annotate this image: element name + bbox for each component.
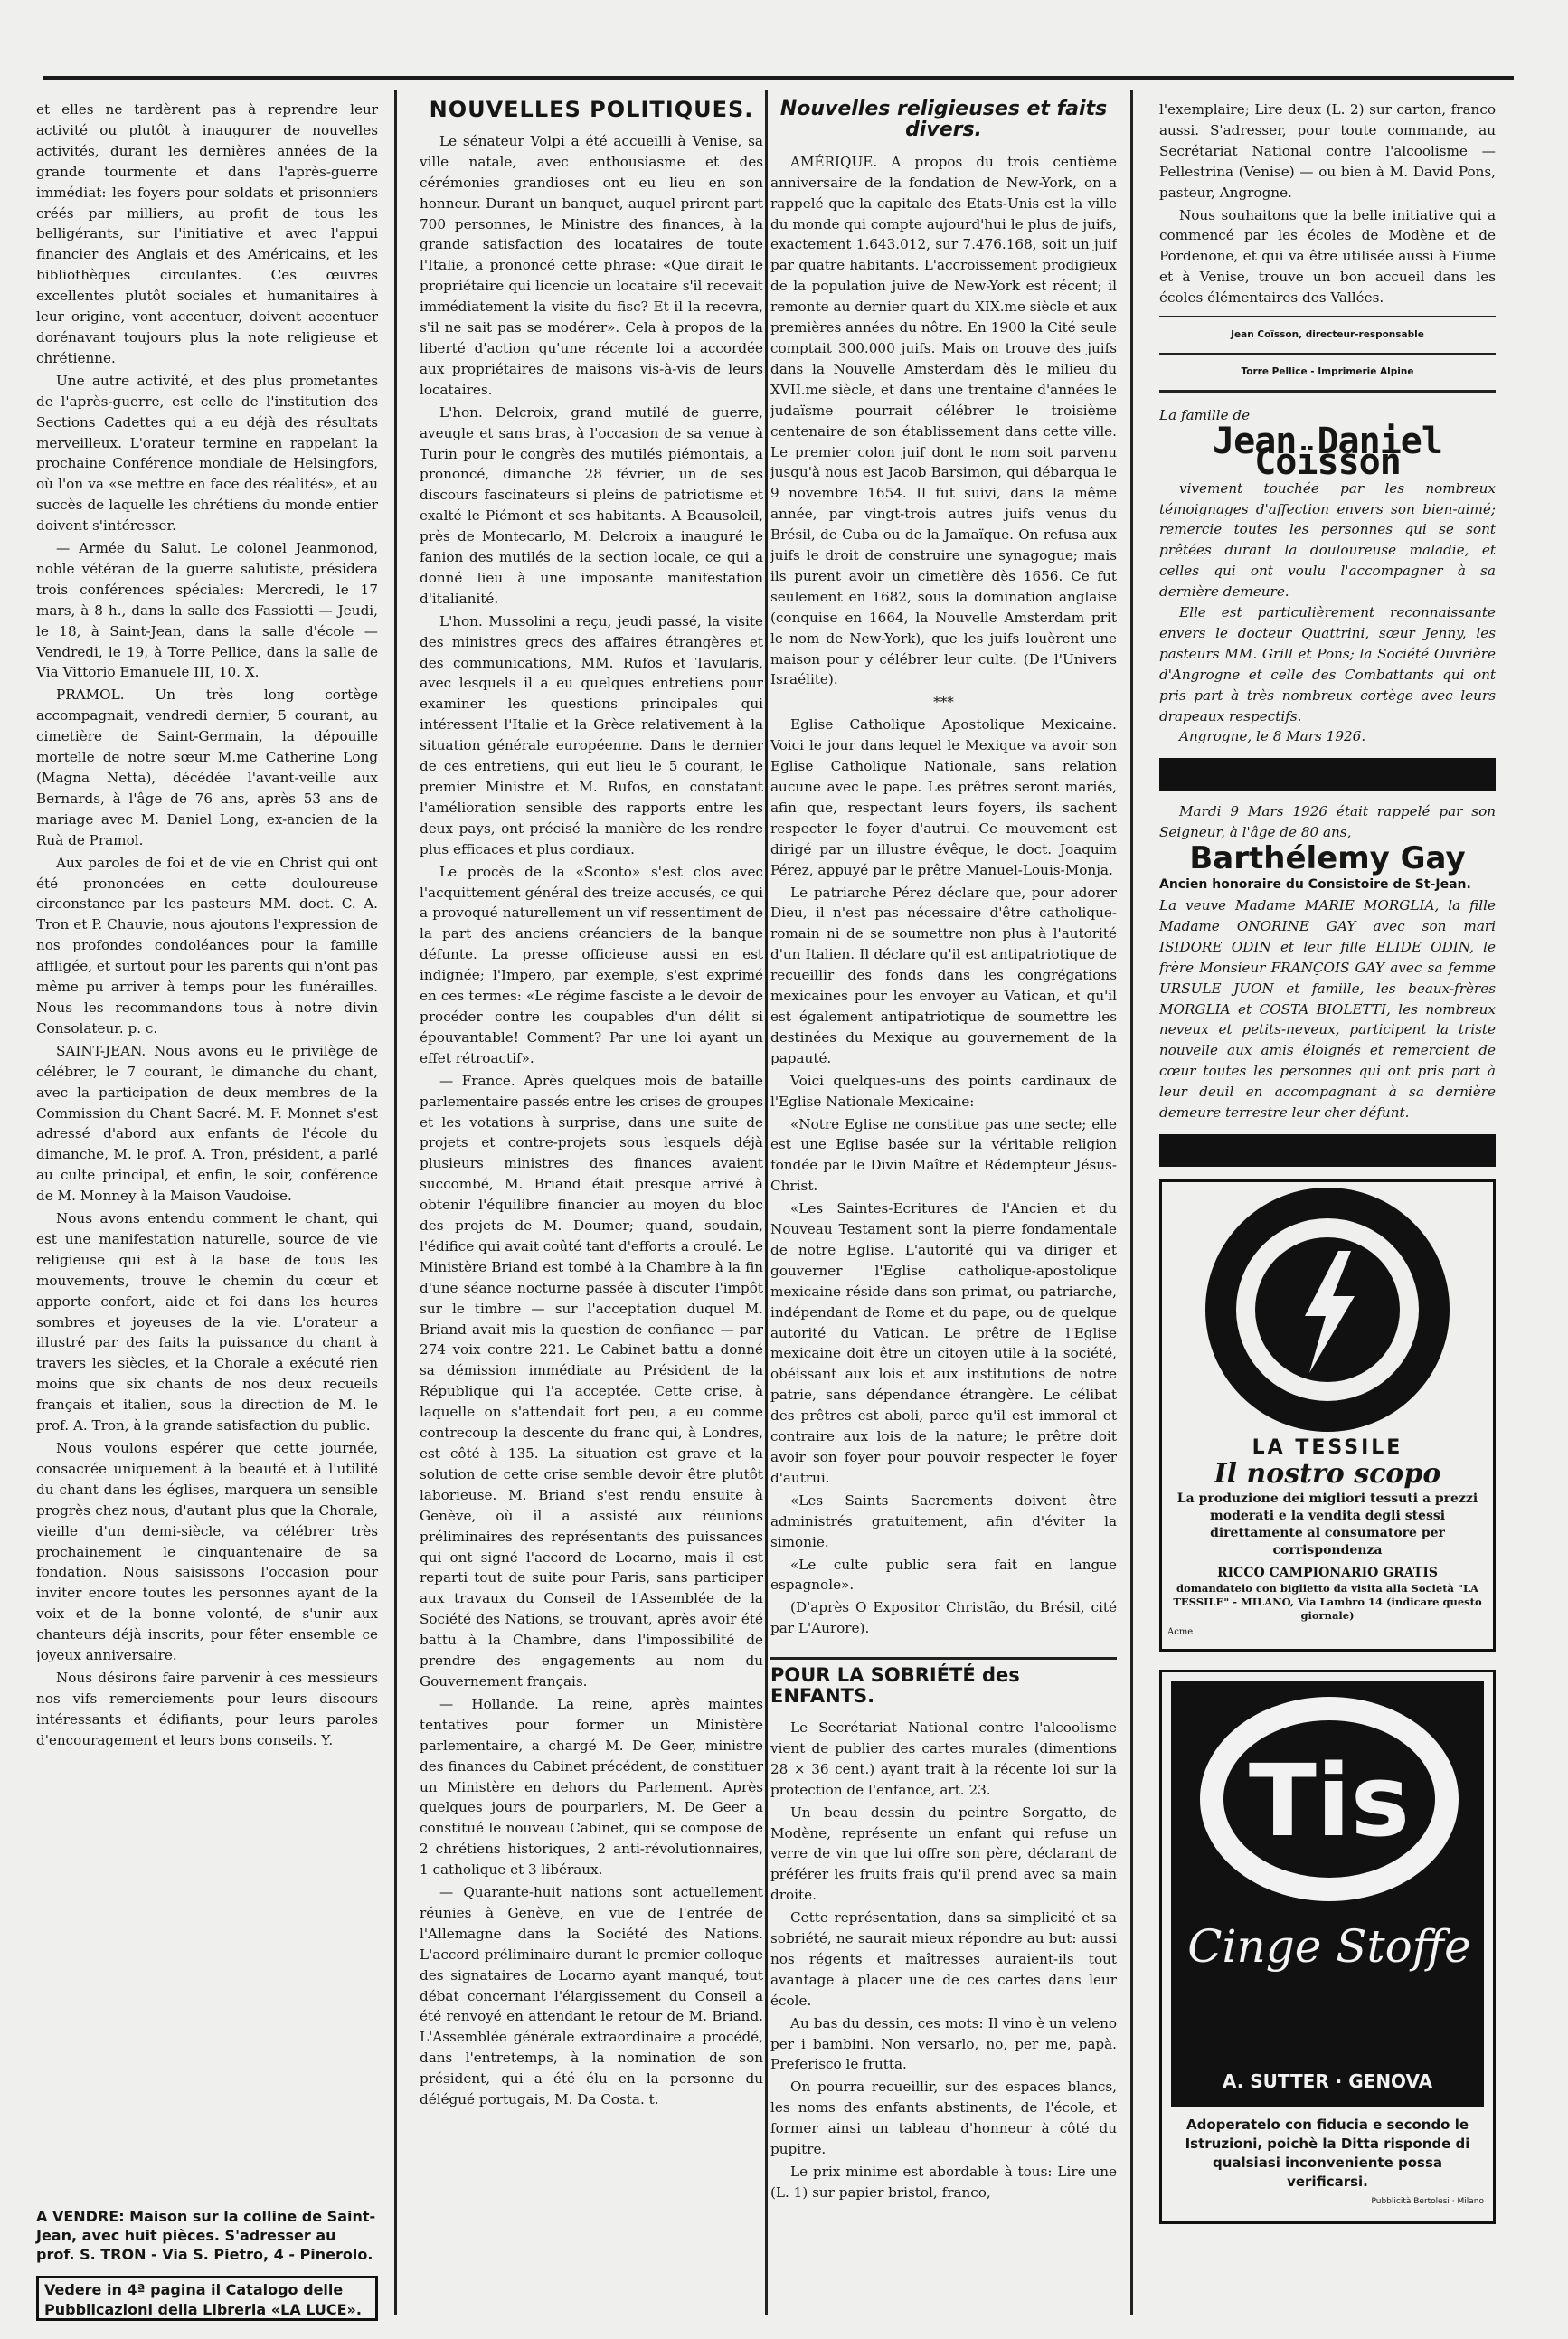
black-bar	[1159, 1134, 1496, 1167]
article-paragraph: «Les Saintes-Ecritures de l'Ancien et du Nouveau Testament sont la pierre fondamentale de notre Eglise. L'autorité qui va diriger et gouverner l'Eglise catholique-apostolique mexicaine réside dans son primat, ou patriarche, indépendant de Rome et du pape, ou de quelque autorité du Vatican. Le prêtre de l'Eglise mexicaine doit être un citoyen utile à la société, obéissant aux lois et aux institutions de notre patrie, sans dépendance étrangère. Le célibat des prêtres est aboli, parce qu'il est immoral et contraire aux lois de la nature; le prêtre doit avoir son foyer pour pouvoir respecter le foyer d'autrui.	[770, 1200, 1117, 1486]
separator-stars: ***	[933, 694, 954, 711]
article-paragraph: — Hollande. La reine, après maintes tentatives pour former un Ministère parlementaire, a chargé M. De Geer, ministre des finances du Cabinet précédent, de constituer un Ministère en dehors du Parlement. Après quelques jours de pourparlers, M. De Geer a constitué le nouveau Cabinet, qui se compose de 2 chrétiens historiques, 2 anti-révolutionnaires, 1 catholique et 3 libéraux.	[420, 1695, 763, 1879]
article-paragraph: (D'après O Expositor Christão, du Brésil, cité par L'Aurore).	[770, 1599, 1117, 1637]
article-paragraph: AMÉRIQUE. A propos du trois centième anniversaire de la fondation de New-York, on a rappelé que la capitale des Etats-Unis est la ville du monde qui compte aujourd'hui le plus de juifs, exactement 1.643.012, sur 7.476.168, soit un juif par quatre habitants. L'accroissement prodigieux de la population juive de New-York est récent; il remonte au dernier quart du XIX.me siècle et aux premières années du nôtre. En 1900 la Cité seule comptait 300.000 juifs. Mais on trouve des juifs dans la Nouvelle Amsterdam dès le milieu du XVII.me siècle, et dans une trentaine d'années le judaïsme pourrait célébrer le troisième centenaire de son établissement dans cette ville. Le premier colon juif dont le nom soit parvenu jusqu'à nous est Jacob Barsimon, qui débarqua le 9 novembre 1654. Il fut suivi, dans la même année, par vingt-trois autres juifs venus du Brésil, de Cuba ou de la Jamaïque. On refusa aux juifs le droit de construire une synagogue; mais ils purent avoir un cimetière dès 1656. Ce fut seulement en 1682, sous la domination anglaise (conquise en 1664, la Nouvelle Amsterdam prit le nom de New-York), que les juifs louèrent une maison pour y célébrer leur culte. (De l'Univers Israélite).	[770, 153, 1117, 688]
obituary-intro: Mardi 9 Mars 1926 était rappelé par son Seigneur, à l'âge de 80 ans,	[1159, 803, 1496, 841]
tis-logo-icon	[1180, 1690, 1478, 2034]
obituary-subtitle: Ancien honoraire du Consistoire de St-Jean.	[1159, 877, 1471, 893]
divider	[1159, 390, 1496, 393]
lightning-logo-icon	[1174, 1188, 1481, 1432]
article-paragraph: Aux paroles de foi et de vie en Christ qui ont été prononcées en cette douloureuse circonstance par les pasteurs MM. doct. C. A. Tron et P. Chauvie, nous ajoutons l'expression de nos profondes condoléances pour la famille affligée, et surtout pour les parents qui n'ont pas même pu arriver à temps pour les funérailles. Nous les recommandons tous à notre divin Consolateur. p. c.	[36, 854, 378, 1037]
obituary-name: Jean Daniel Coïsson	[1213, 420, 1442, 483]
article-paragraph: Le sénateur Volpi a été accueilli à Venise, sa ville natale, avec enthousiasme et des cérémonies grandioses ont eu lieu en son honneur. Durant un banquet, auquel prirent part 700 personnes, le Ministre des finances, à la grande satisfaction des locataires de toute l'Italie, a prononcé cette phrase: «Que dirait le propriétaire qui licencie un locataire s'il recevait immédiatement la visite du fisc? Et il la recevra, s'il ne sait pas se modérer». Cela à propos de la liberté d'action qu'une récente loi a accordée aux propriétaires de maisons vis-à-vis de leurs locataires.	[420, 132, 763, 398]
article-paragraph: L'hon. Mussolini a reçu, jeudi passé, la visite des ministres grecs des affaires étrangères et des communications, MM. Rufos et Tavularis, avec lesquels il a eu quelques entretiens pour examiner les questions principales qui intéressent l'Italie et la Grèce relativement à la situation générale européenne. Dans le dernier de ces entretiens, qui eut lieu le 5 courant, le premier Ministre et M. Rufos, en constatant l'amélioration sensible des rapports entre les deux pays, ont précisé la manière de les rendre plus efficaces et plus cordiaux.	[420, 612, 763, 857]
column-divider	[1130, 90, 1133, 2315]
article-paragraph: On pourra recueillir, sur des espaces blancs, les noms des enfants abstinents, de l'école, et former ainsi un tableau d'honneur à côté du pupitre.	[770, 2079, 1117, 2158]
ad-offer: RICCO CAMPIONARIO GRATIS	[1217, 1565, 1438, 1580]
catalogue-notice: Vedere in 4ª pagina il Catalogo delle Pubblicazioni della Libreria «LA LUCE».	[36, 2276, 378, 2321]
obituary-intro: La famille de	[1159, 406, 1251, 423]
article-paragraph: Une autre activité, et des plus prometantes de l'après-guerre, est celle de l'institution des Sections Cadettes qui a eu déjà des résultats merveilleux. L'orateur termine en rappelant la prochaine Conférence mondiale de Helsingfors, où l'on va «se mettre en face des réalités», et au succès de laquelle les chrétiens du monde entier doivent s'intéresser.	[36, 372, 378, 535]
section-title: POUR LA SOBRIÉTÉ des ENFANTS.	[770, 1657, 1117, 1707]
article-paragraph: Voici quelques-uns des points cardinaux de l'Eglise Nationale Mexicaine:	[770, 1072, 1117, 1110]
tis-script: Cinge Stoffe	[1187, 1919, 1471, 1973]
ad-text: La produzione dei migliori tessuti a prezzi moderati e la vendita degli stessi direttamente al consumatore per corrispondenza	[1176, 1491, 1478, 1558]
article-paragraph: PRAMOL. Un très long cortège accompagnait, vendredi dernier, 5 courant, au cimetière de Saint-Germain, la dépouille mortelle de notre sœur M.me Catherine Long (Magna Netta), décédée l'avant-veille aux Bernards, à l'âge de 76 ans, après 53 ans de mariage avec M. Daniel Long, ex-ancien de la Ruà de Pramol.	[36, 687, 378, 848]
ad-offer-detail: domandatelo con biglietto da visita alla Società "LA TESSILE" - MILANO, Via Lambro 14 (indicare questo giornale)	[1173, 1581, 1482, 1622]
article-paragraph: Au bas du dessin, ces mots: Il vino è un veleno per i bambini. Non versarlo, no, per me, papà. Preferisco le frutta.	[770, 2014, 1117, 2073]
column-1	[36, 99, 378, 2198]
article-paragraph: — France. Après quelques mois de bataille parlementaire passés entre les crises de groupes et les votations à surprise, dans une suite de projets et contre-projets sous lesquels déjà plusieurs ministres des finances avaient succombé, M. Briand était presque arrivé à obtenir l'équilibre financier au moyen du bloc des projets de M. Doumer; quand, soudain, l'édifice qui avait coûté tant d'efforts a croulé. Le Ministère Briand est tombé à la Chambre à la fin d'une séance nocturne passée à discuter l'impôt sur le timbre — sur l'acceptation duquel M. Briand avait mis la question de confiance — par 274 voix contre 221. Le Cabinet battu a donné sa démission immédiate au Président de la République qui l'a acceptée. Cette crise, à laquelle on s'attendait fort peu, a eu comme contrecoup la descente du franc qui, à Londres, est côté à 135. La situation est grave et la solution de cette crise semble devoir être plutôt laborieuse. M. Briand s'est rendu ensuite à Genève, où il a assisté aux réunions préliminaires des représentants des puissances qui ont signé l'accord de Locarno, mais il est reparti tout de suite pour Paris, sans participer aux travaux du Conseil de l'Assemblée de la Société des Nations, se trouvant, après avoir été battu à la Chambre, dans l'impossibilité de prendre des engagements au nom du Gouvernement français.	[420, 1072, 763, 1690]
divider	[1159, 316, 1496, 317]
article-paragraph: Le procès de la «Sconto» s'est clos avec l'acquittement général des treize accusés, ce qui a provoqué naturellement un vif ressentiment de la part des anciens créanciers de la banque défunte. La presse officieuse aussi en est indignée; l'Impero, par exemple, s'est exprimé en ces termes: «Le régime fasciste a le devoir de procéder contre les coupables d'un délit si épouvantable! Comment? Par une loi ayant un effet rétroactif».	[420, 863, 763, 1066]
article-paragraph: et elles ne tardèrent pas à reprendre leur activité ou plutôt à inaugurer de nouvelles activités, durant les dernières années de la grande tourmente et dans l'après-guerre immédiat: les foyers pour soldats et prisonniers créés par milliers, au profit de tous les belligérants, sur l'initiative et avec l'appui financier des Anglais et des Américains, et les bibliothèques circulantes. Ces œuvres excellentes plutôt sociales et humanitaires à leur origine, vont accentuer, doivent accentuer dorénavant toujours plus la note religieuse et chrétienne.	[36, 101, 378, 366]
article-paragraph: Un beau dessin du peintre Sorgatto, de Modène, représente un enfant qui refuse un verre de vin que lui offre son père, déclarant de préférer les fruits frais qu'il prend avec sa main droite.	[770, 1804, 1117, 1904]
tis-text: Adoperatelo con fiducia e secondo le Istruzioni, poichè la Ditta risponde di qualsiasi inconveniente possa verificarsi.	[1185, 2116, 1470, 2190]
section-title: NOUVELLES POLITIQUES.	[429, 99, 754, 122]
ad-brand: LA TESSILE	[1252, 1435, 1403, 1459]
article-paragraph: Le prix minime est abordable à tous: Lire une (L. 1) sur papier bristol, franco,	[770, 2164, 1117, 2201]
article-paragraph: «Notre Eglise ne constitue pas une secte; elle est une Eglise basée sur la véritable religion fondée par le Divin Maître et Rédempteur Jésus-Christ.	[770, 1115, 1117, 1195]
manager-line: Jean Coïsson, directeur-responsable	[1231, 329, 1424, 341]
article-paragraph: Cette représentation, dans sa simplicité et sa sobriété, ne saurait mieux répondre au but: aussi nos régents et maîtresses auraient-ils tout avantage à placer une de ces cartes dans leur école.	[770, 1909, 1117, 2009]
tis-panel	[1171, 1681, 1484, 2107]
obituary-date: Angrogne, le 8 Mars 1926.	[1179, 728, 1366, 745]
article-paragraph: Le Secrétariat National contre l'alcoolisme vient de publier des cartes murales (dimentions 28 × 36 cent.) ayant trait à la récente loi sur la protection de l'enfance, art. 23.	[770, 1719, 1117, 1798]
column-3	[770, 99, 1117, 2306]
article-paragraph: Nous souhaitons que la belle initiative qui a commencé par les écoles de Modène et de Pordenone, et qui va être utilisée aussi à Fiume et à Venise, trouve un bon accueil dans les écoles élémentaires des Vallées.	[1159, 206, 1496, 307]
classified-ad: A VENDRE: Maison sur la colline de Saint-Jean, avec huit pièces. S'adresser au prof. S. TRON - Via S. Pietro, 4 - Pinerolo.	[36, 2208, 376, 2263]
column-2	[420, 99, 763, 2306]
article-paragraph: Nous voulons espérer que cette journée, consacrée uniquement à la beauté et à l'utilité du chant dans les églises, marquera un sensible progrès chez nous, d'autant plus que la Chorale, vieille d'un demi-siècle, va célébrer très prochainement le cinquantenaire de sa fondation. Nous saisissons l'occasion pour inviter encore toutes les personnes ayant de la voix et de la bonne volonté, de s'unir aux chanteurs déjà inscrits, pour fêter ensemble ce joyeux anniversaire.	[36, 1440, 378, 1664]
article-paragraph: Nous désirons faire parvenir à ces messieurs nos vifs remerciements pour leurs discours intéressants et édifiants, pour leurs paroles d'encouragement et leurs bons conseils. Y.	[36, 1669, 378, 1748]
ad-credit: Pubblicità Bertolesi · Milano	[1371, 2196, 1484, 2206]
advertisement-la-tessile	[1159, 1179, 1496, 1652]
column-divider	[394, 90, 397, 2315]
ad-headline: Il nostro scopo	[1214, 1457, 1441, 1490]
advertisement-tis	[1159, 1670, 1496, 2224]
obituary-text: La veuve Madame MARIE MORGLIA, la fille Madame ONORINE GAY avec son mari ISIDORE ODIN et leur fille ELIDE ODIN, le frère Monsieur FRANÇOIS GAY avec sa femme URSULE JUON et famille, les beaux-frères MORGLIA et COSTA BIOLETTI, les nombreux neveux et petits-neveux, participent la triste nouvelle aux amis éloignés et remercient de cœur toutes les personnes qui ont pris part à leur deuil en accompagnant à sa dernière demeure terrestre leur cher défunt.	[1159, 897, 1496, 1122]
printer-line: Torre Pellice - Imprimerie Alpine	[1241, 365, 1414, 377]
tis-brand: Tis	[1248, 1742, 1411, 1859]
article-paragraph: Le patriarche Pérez déclare que, pour adorer Dieu, il n'est pas nécessaire d'être catholique-romain ni de se soumettre non plus à l'autorité d'un Italien. Il déclare qu'il est antipatriotique de recueillir des fonds dans les congrégations mexicaines pour les envoyer au Vatican, et qu'il est également antipatriotique de soumettre les destinées du Mexique au gouvernement de la papauté.	[770, 884, 1117, 1066]
ad-logo	[1167, 1188, 1488, 1459]
article-paragraph: Nous avons entendu comment le chant, qui est une manifestation naturelle, source de vie religieuse qui est à la base de tous les mouvements, trouve le chemin du cœur et apporte confort, aide et foi dans les heures sombres et joyeuses de la vie. L'orateur a illustré par des faits la puissance du chant à travers les siècles, et la Chorale a exécuté rien moins que six chants de nos deux recueils français et italien, sous la direction de M. le prof. A. Tron, à la grande satisfaction du public.	[36, 1210, 378, 1435]
article-paragraph: L'hon. Delcroix, grand mutilé de guerre, aveugle et sans bras, à l'occasion de sa venue à Turin pour le congrès des mutilés piémontais, a prononcé, dimanche 28 février, un de ses discours fascinateurs si pleins de patriotisme et exalté le Piémont et ses habitants. A Beausoleil, près de Montecarlo, M. Delcroix a inauguré le fanion des mutilés de la section locale, ce qui a donné lieu à une imposante manifestation d'italianité.	[420, 403, 763, 607]
obituary-name: Barthélemy Gay	[1189, 840, 1466, 877]
obituary-text: vivement touchée par les nombreux témoignages d'affection envers son bien-aimé; remercie toutes les personnes qui se sont prêtées durant la douloureuse maladie, et celles qui ont voulu l'accompagner à sa dernière demeure.	[1159, 479, 1496, 601]
column-4	[1159, 99, 1496, 2306]
ad-credit: Acme	[1167, 1626, 1194, 1637]
tis-firm: A. SUTTER · GENOVA	[1222, 2069, 1433, 2092]
article-paragraph: l'exemplaire; Lire deux (L. 2) sur carton, franco aussi. S'adresser, pour toute commande, au Secrétariat National contre l'alcoolisme — Pellestrina (Venise) — ou bien à M. David Pons, pasteur, Angrogne.	[1159, 101, 1496, 201]
article-paragraph: «Les Saints Sacrements doivent être administrés gratuitement, afin d'éviter la simonie.	[770, 1491, 1117, 1550]
top-rule	[43, 76, 1514, 80]
article-paragraph: — Quarante-huit nations sont actuellement réunies à Genève, en vue de l'entrée de l'Allemagne dans la Société des Nations. L'accord préliminaire durant le premier colloque des signataires de Locarno ayant manqué, tout débat concernant l'élargissement du Conseil a été renvoyé en attendant le retour de M. Briand. L'Assemblée générale extraordinaire a procédé, dans l'entretemps, à la nomination de son président, qui a été élu en la personne du délégué portugais, M. Da Costa. t.	[420, 1884, 763, 2108]
article-paragraph: — Armée du Salut. Le colonel Jeanmonod, noble vétéran de la guerre salutiste, présidera trois conférences spéciales: Mercredi, le 17 mars, à 8 h., dans la salle des Fassiotti — Jeudi, le 18, à Saint-Jean, dans la salle d'école — Vendredi, le 19, à Torre Pellice, dans la salle de Via Vittorio Emanuele III, 10. X.	[36, 540, 378, 681]
article-paragraph: «Le culte public sera fait en langue espagnole».	[770, 1556, 1117, 1594]
article-paragraph: Eglise Catholique Apostolique Mexicaine. Voici le jour dans lequel le Mexique va avoir son Eglise Catholique Nationale, sans relation aucune avec le pape. Les prêtres seront mariés, afin que, respectant leurs foyers, ils sachent respecter le foyer d'autrui. Ce mouvement est dirigé par un illustre évêque, le doct. Joaquim Pérez, appuyé par le prêtre Manuel-Louis-Monja.	[770, 716, 1117, 878]
article-paragraph: SAINT-JEAN. Nous avons eu le privilège de célébrer, le 7 courant, le dimanche du chant, avec la participation de deux membres de la Commission du Chant Sacré. M. F. Monnet s'est adressé d'abord aux enfants de l'école du dimanche, M. le prof. A. Tron, président, a parlé au culte principal, et enfin, le soir, conférence de M. Monney à la Maison Vaudoise.	[36, 1042, 378, 1205]
section-title: Nouvelles religieuses et faits divers.	[779, 99, 1108, 141]
obituary-text: Elle est particulièrement reconnaissante envers le docteur Quattrini, sœur Jenny, les pasteurs MM. Grill et Pons; la Société Ouvrière d'Angrogne et celle des Combattants qui ont pris part à très nombreux cortège avec leurs drapeaux respectifs.	[1159, 604, 1496, 724]
black-bar	[1159, 758, 1496, 791]
divider	[1159, 353, 1496, 355]
column-divider	[765, 90, 768, 2315]
